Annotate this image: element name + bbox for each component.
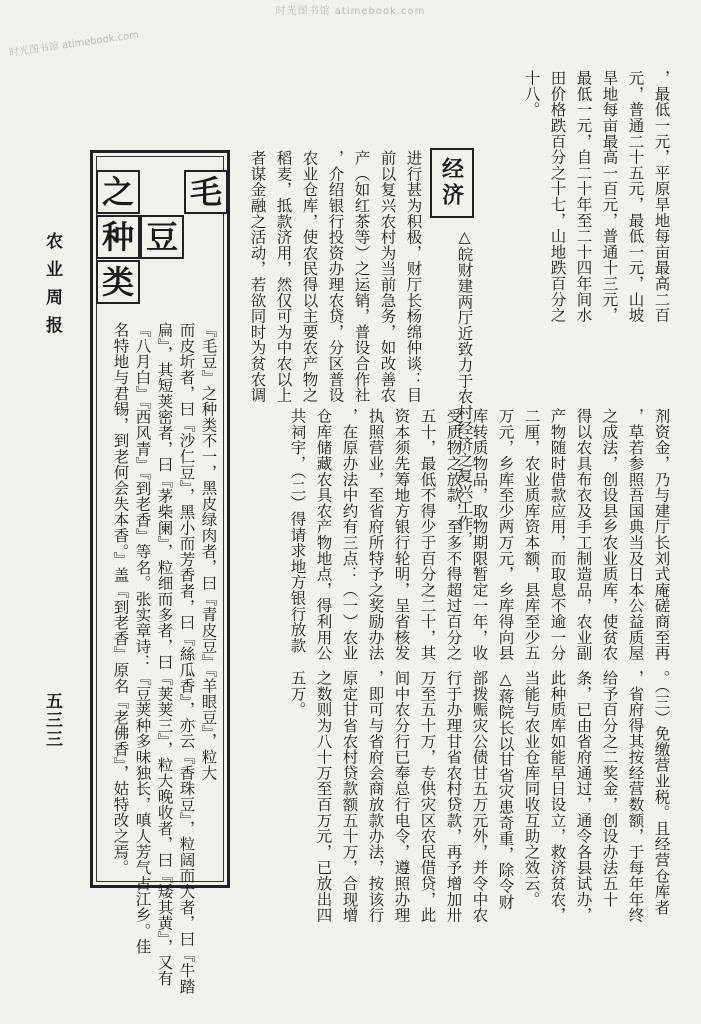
bottom-col-15: 五万。 [288, 670, 307, 718]
bottom-col-4: 条，已由省府通过，通令各县试办， [574, 670, 593, 923]
running-head: 农业周报 [42, 232, 62, 344]
section-label-economy: 经济 [430, 148, 474, 218]
right-col-8: 库转质物品，取物期限暂定一年，收 [470, 408, 489, 661]
bottom-col-9: 行于办理甘省农村贷款，再予增加卅 [444, 670, 463, 923]
sidebar-line-2: 而皮圻者，曰『沙仁豆』，黑小而芳香者，曰『絲瓜香』，亦云『香珠豆』，粒阔而大者，曰『牛踏 [177, 322, 196, 994]
middle-col-1: 进行甚为积极，财厅长杨绵仲谈：目 [404, 150, 423, 403]
bottom-col-10: 万至五十万，专供灾区农民借贷，此 [418, 670, 437, 923]
sidebar-title-char-5: 类 [96, 260, 140, 304]
bottom-col-14: 之数则为八十万至百万元，已放出四 [314, 670, 333, 923]
right-col-12: 执照营业，至省府所特予之奖励办法 [366, 408, 385, 661]
page-number: 五三三 [42, 692, 62, 749]
right-col-9: 受质物之放款，至多不得超过百分之 [444, 408, 463, 661]
sidebar-line-1: 『毛豆』之种类不一，黑皮绿肉者，曰『青皮豆』『羊眼豆』，粒大 [199, 322, 218, 781]
sidebar-title-char-2: 豆 [140, 215, 184, 259]
middle-col-7: 者谋金融之活动，若欲同时为贫农调 [248, 150, 267, 403]
right-col-6: 二厘，农业质库资本额，县库至少五 [522, 408, 541, 661]
middle-col-4: ，介绍银行投资办理农贷，分区普设 [326, 150, 345, 403]
bottom-col-3: 给予百分之二奖金，创设办法五十 [600, 670, 619, 907]
bottom-col-13: 原定甘省农村贷款额五十万，合现增 [340, 670, 359, 923]
top-col-3: 旱地每亩最高一百元，普通十三元， [600, 70, 619, 323]
top-col-5: 田价格跌百分之十七，山地跌百分之 [548, 70, 567, 323]
bottom-col-6: 当能与农业仓库同收互助之效云。 [522, 670, 541, 907]
sidebar-line-3: 扁』，其短荚密者，曰『茅柴阑』，粒细而多者，曰『荚荚三』，粒大晚收者，曰『矮其黄』，又有 [155, 322, 174, 987]
sidebar-title-char-1: 毛 [184, 170, 228, 214]
top-col-4: 最低一元，自二十年至二十四年间水 [574, 70, 593, 323]
right-col-1: 剂资金，乃与建厅长刘式庵磋商至再 [652, 408, 671, 661]
right-col-4: 得以农具布衣及手工制造品，农业副 [574, 408, 593, 661]
sidebar-line-4: 『八月白』『西风青』『到老香』等名。张实章诗：『豆荚种多味独长，嗔人芳气占江乡。佳 [133, 322, 152, 955]
top-col-6: 十八。 [522, 70, 541, 118]
middle-first-line: △皖财建两厅近致力于农村经济之复兴工作， [455, 228, 474, 547]
sidebar-title-char-3: 之 [96, 170, 140, 214]
middle-col-6: 稻麦，抵款济用，然仅可为中农以上 [274, 150, 293, 403]
right-col-10: 五十，最低不得少于百分之二十，其 [418, 408, 437, 661]
right-col-2: ，草若参照吾国典当及日本公益质屋 [626, 408, 645, 661]
top-col-1: ，最低一元，平原旱地每亩最高二百 [652, 70, 671, 323]
bottom-col-1: 。（三）免缴营业税。且经营仓库者 [652, 670, 671, 916]
sidebar-title-char-4: 种 [96, 215, 140, 259]
right-col-11: 资本须先筹地方银行轮明，呈省核发 [392, 408, 411, 661]
middle-col-3: 产（如红茶等）之运销，普设合作社 [352, 150, 371, 403]
top-col-2: 元，普通二十五元，最低一元，山坡 [626, 70, 645, 323]
right-col-7: 万元，乡库至少两万元，乡库得向县 [496, 408, 515, 661]
right-col-3: 之成法，创设县乡农业质库，使贫农 [600, 408, 619, 661]
sidebar-line-5: 名特地与君锡，到老何会失本香。』盖『到老香』原名『老佛香』，姑特改之焉。 [111, 322, 130, 876]
bottom-col-5: 此种质库如能早日设立，救济贫农， [548, 670, 567, 923]
middle-col-2: 前以复兴农村为当前急务，如改善农 [378, 150, 397, 403]
bottom-col-2: ，省府得其按经营数额，于每年年终 [626, 670, 645, 923]
right-col-13: ，在原办法中约有三点：（一）农业 [340, 408, 359, 661]
middle-col-5: 农业仓库，使农民得以主要农产物之 [300, 150, 319, 403]
right-col-5: 产物随时借款应用，而取息不逾一分 [548, 408, 567, 661]
right-col-15: 共祠宇，（二）得请求地方银行放款 [288, 408, 307, 654]
bottom-col-8: 部拨赈灾公债甘五万元外，并令中农 [470, 670, 489, 923]
bottom-col-12: ，即可与省府会商放款办法，按该行 [366, 670, 385, 923]
right-col-14: 仓库储藏农具农产物地点，得利用公 [314, 408, 333, 661]
watermark-top: 时光图书馆 atimebook.com [275, 6, 426, 17]
bottom-col-7: △蒋院长以甘省灾患奇重，除令财 [496, 670, 515, 910]
bottom-col-11: 间中农分行已奉总行电令，遵照办理 [392, 670, 411, 923]
watermark-side: 时光图书馆 atimebook.com [8, 29, 140, 59]
